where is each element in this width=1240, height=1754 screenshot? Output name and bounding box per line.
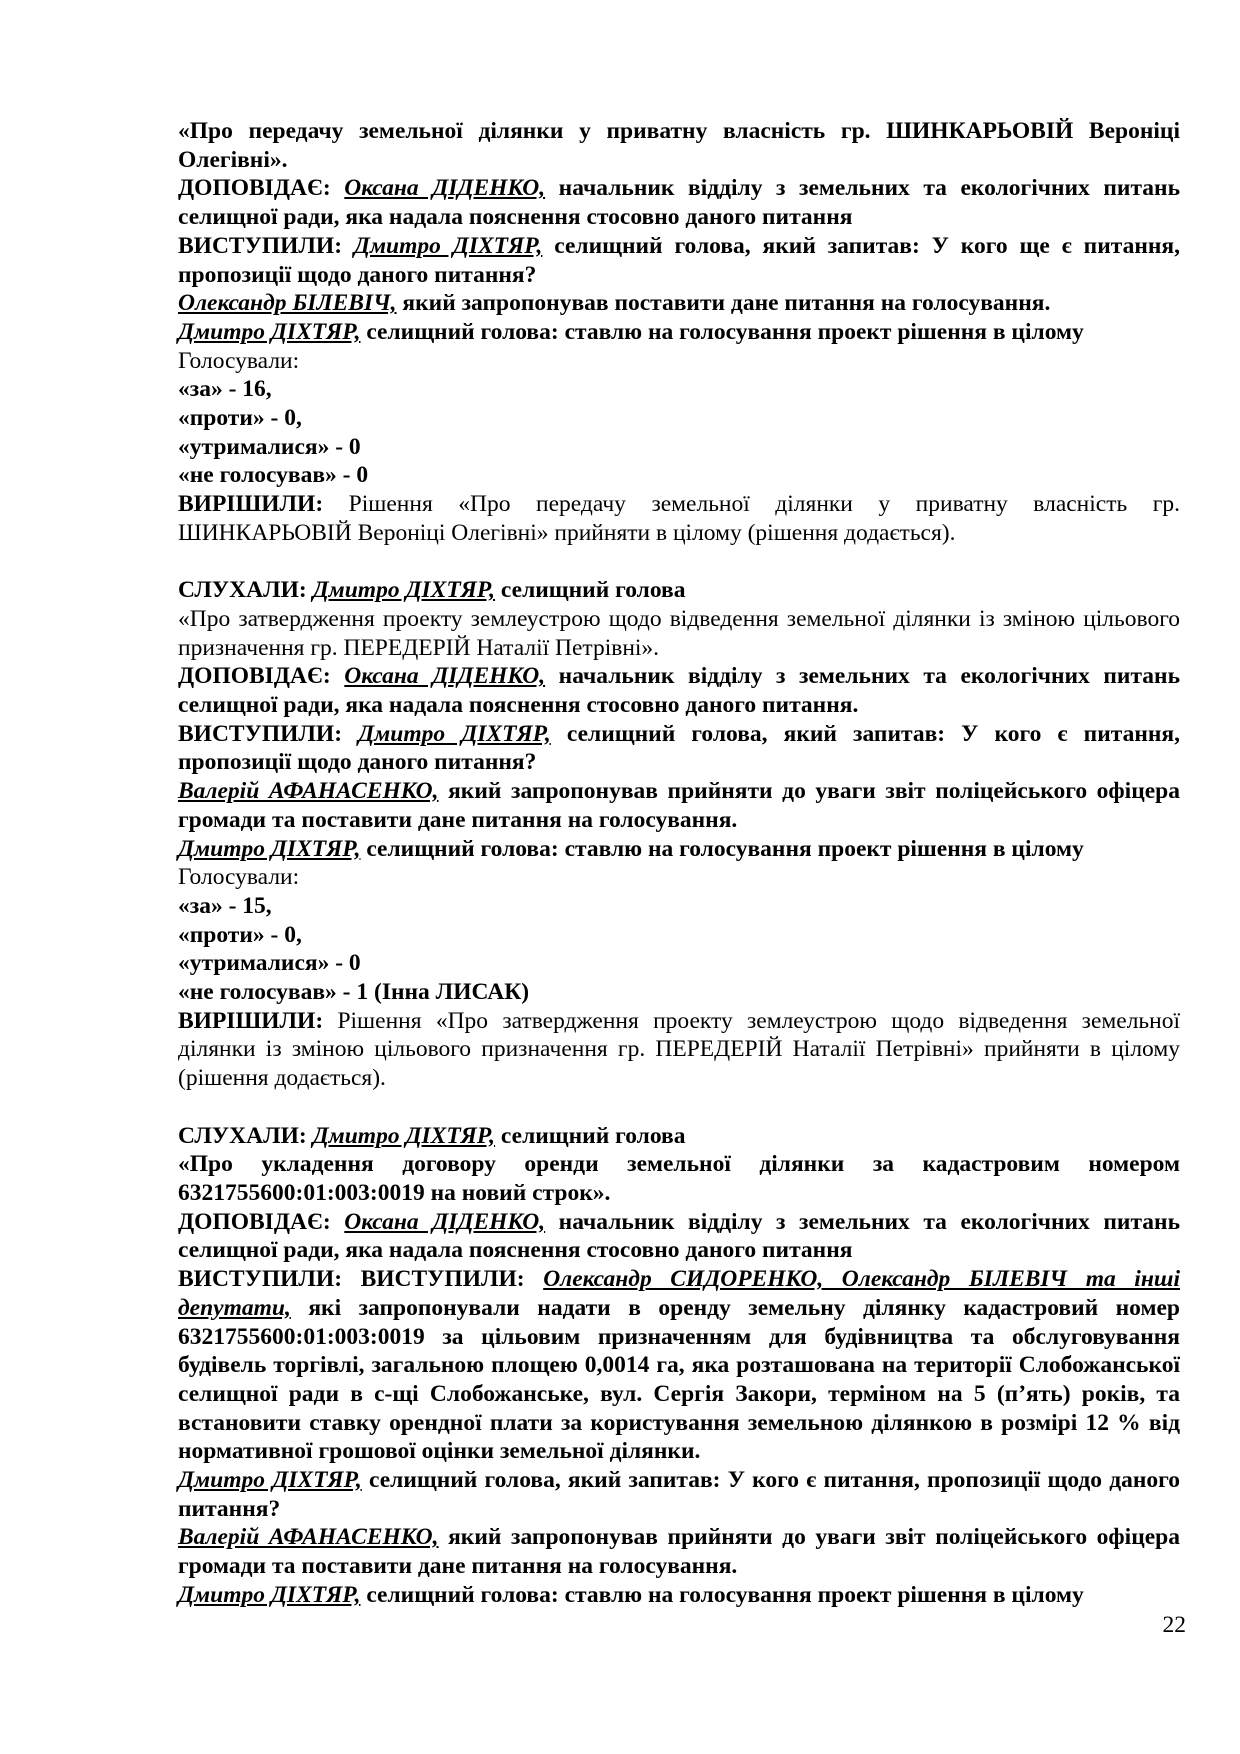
agenda-item-3 (178, 1122, 1180, 1610)
speaker-text: який запропонував прийняти до уваги звіт поліцейського офіцера громади та поставити дане питання на голосування. (178, 778, 1180, 833)
speaker-text: селищний голова, який запитав: У кого є питання, пропозиції щодо даного питання? (178, 720, 1181, 776)
role-label: ДОПОВІДАЄ: (178, 663, 331, 690)
section-spacer (178, 1093, 1180, 1122)
person-name: Олександр БІЛЕВІЧ, (178, 290, 397, 317)
speaker-text: який запропонував поставити дане питання на голосування. (396, 290, 1051, 317)
speaker-paragraph (178, 318, 1180, 347)
heard-text: селищний голова (495, 577, 686, 604)
person-name: Валерій АФАНАСЕНКО, (178, 1524, 439, 1551)
vote-for: «за» - 15, (178, 892, 272, 919)
votes-heading: Голосували: (178, 864, 300, 891)
vote-not-voted: «не голосував» - 0 (178, 462, 369, 489)
decision-paragraph (178, 490, 1180, 547)
person-name: Дмитро ДІХТЯР, (312, 1122, 496, 1149)
role-label: ВИСТУПИЛИ: ВИСТУПИЛИ: (178, 1266, 525, 1293)
resolution-title: «Про затвердження проекту землеустрою щодо відведення земельної ділянки із зміною цільового призначення гр. ПЕРЕДЕРІЙ Наталії Петрівні». (178, 605, 1180, 661)
heard-text: селищний голова (495, 1122, 686, 1149)
speaker-text: селищний голова, який запитав: У кого ще є питання, пропозиції щодо даного питання? (178, 232, 1180, 288)
speaker-text: начальник відділу з земельних та екологічних питань селищної ради, яка надала пояснення стосовно даного питання (178, 175, 1180, 231)
decision-label: ВИРІШИЛИ: (178, 491, 324, 518)
vote-against: «проти» - 0, (178, 405, 302, 432)
speaker-paragraph (178, 835, 1180, 864)
vote-abstained: «утрималися» - 0 (178, 950, 361, 977)
page-number: 22 (1162, 1612, 1186, 1638)
person-name: Дмитро ДІХТЯР, (178, 1467, 362, 1494)
person-name: Оксана ДІДЕНКО, (344, 1208, 546, 1235)
decision-text: Рішення «Про передачу земельної ділянки у приватну власність гр. ШИНКАРЬОВІЙ Вероніці Олегівні» прийняти в цілому (рішення додається). (178, 491, 1180, 546)
decision-label: ВИРІШИЛИ: (178, 1007, 324, 1034)
votes-heading: Голосували: (178, 347, 300, 374)
agenda-item-1 (178, 117, 1180, 548)
role-label: ВИСТУПИЛИ: (178, 720, 343, 747)
speaker-paragraph (178, 174, 1180, 231)
heard-paragraph (178, 1122, 1180, 1151)
speaker-paragraph (178, 1265, 1180, 1466)
speaker-paragraph (178, 662, 1180, 719)
vote-for: «за» - 16, (178, 376, 272, 403)
person-name: Дмитро ДІХТЯР, (353, 232, 543, 259)
vote-abstained: «утрималися» - 0 (178, 433, 361, 460)
speaker-paragraph (178, 1466, 1180, 1523)
speaker-paragraph (178, 1208, 1180, 1265)
vote-not-voted: «не голосував» - 1 (Інна ЛИСАК) (178, 979, 530, 1006)
person-name: Оксана ДІДЕНКО, (344, 175, 546, 202)
decision-paragraph (178, 1007, 1180, 1093)
role-label: ДОПОВІДАЄ: (178, 1208, 331, 1235)
speaker-text: начальник відділу з земельних та екологічних питань селищної ради, яка надала пояснення стосовно даного питання. (178, 663, 1180, 719)
speaker-paragraph (178, 777, 1180, 834)
speaker-text: селищний голова, який запитав: У кого є питання, пропозиції щодо даного питання? (178, 1467, 1180, 1522)
speaker-paragraph (178, 720, 1180, 777)
agenda-item-2 (178, 576, 1180, 1093)
person-name: Дмитро ДІХТЯР, (312, 577, 496, 604)
person-name: Валерій АФАНАСЕНКО, (178, 778, 439, 805)
speaker-text: начальник відділу з земельних та екологічних питань селищної ради, яка надала пояснення стосовно даного питання (178, 1208, 1180, 1264)
role-label: ДОПОВІДАЄ: (178, 175, 331, 202)
heard-label: СЛУХАЛИ: (178, 1122, 307, 1149)
speaker-text: селищний голова: ставлю на голосування проект рішення в цілому (360, 835, 1084, 862)
person-name: Дмитро ДІХТЯР, (178, 835, 361, 862)
vote-against: «проти» - 0, (178, 921, 302, 948)
person-name: Дмитро ДІХТЯР, (178, 1581, 361, 1608)
speaker-paragraph (178, 1523, 1180, 1580)
speaker-text: селищний голова: ставлю на голосування проект рішення в цілому (360, 1581, 1084, 1608)
speaker-text: який запропонував прийняти до уваги звіт поліцейського офіцера громади та поставити дане питання на голосування. (178, 1524, 1180, 1580)
speaker-paragraph (178, 1581, 1180, 1610)
speaker-paragraph (178, 232, 1180, 289)
section-spacer (178, 548, 1180, 577)
resolution-title: «Про передачу земельної ділянки у приватну власність гр. ШИНКАРЬОВІЙ Вероніці Олегівні». (178, 118, 1180, 173)
resolution-title: «Про укладення договору оренди земельної ділянки за кадастровим номером 6321755600:01:003:0019 на новий строк». (178, 1151, 1180, 1206)
minutes-content (178, 117, 1180, 1610)
person-name: Оксана ДІДЕНКО, (344, 663, 546, 690)
role-label: ВИСТУПИЛИ: (178, 232, 343, 259)
person-name: Дмитро ДІХТЯР, (358, 720, 551, 747)
speaker-text: селищний голова: ставлю на голосування проект рішення в цілому (360, 318, 1084, 345)
person-name: Олександр СИДОРЕНКО, Олександр БІЛЕВІЧ та інші депутати, (178, 1266, 1180, 1321)
heard-label: СЛУХАЛИ: (178, 577, 307, 604)
speaker-paragraph (178, 289, 1180, 318)
person-name: Дмитро ДІХТЯР, (178, 318, 361, 345)
heard-paragraph (178, 576, 1180, 605)
decision-text: Рішення «Про затвердження проекту землеустрою щодо відведення земельної ділянки із зміною цільового призначення гр. ПЕРЕДЕРІЙ Наталії Петрівні» прийняти в цілому (рішення додається). (178, 1007, 1180, 1092)
speaker-text: які запропонували надати в оренду земельну ділянку кадастровий номер 6321755600:01:003:0019 за цільовим призначенням для будівництва та обслуговування будівель торгівлі, загальною площею 0,0014 га, яка розташована на території Слобожанської селищної ради в с-щі Слобожанське, вул. Сергія Закори, терміном на 5 (п’ять) років, та встановити ставку орендної плати за користування земельною ділянкою в розмірі 12 % від нормативної грошової оцінки земельної ділянки. (178, 1294, 1180, 1465)
